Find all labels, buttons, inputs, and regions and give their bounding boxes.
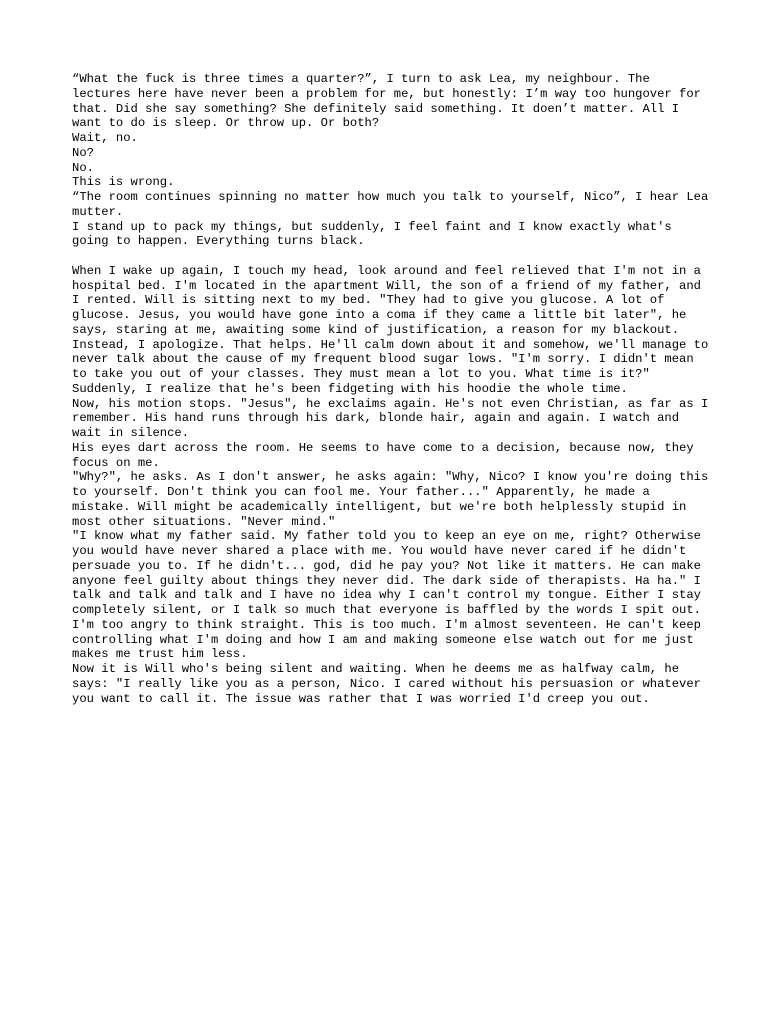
paragraph-father-said: "I know what my father said. My father told you to keep an eye on me, right? Otherwise you would have never shared a place with me. You would have never cared if he didn't persuade you to. If he didn't... god, did he pay you? Not like it matters. He can make anyone feel guilty about things they never did. The dark side of therapists. Ha ha." I talk and talk and talk and I have no idea why I can't control my tongue. Either I stay completely silent, or I talk so much that everyone is baffled by the words I spit out. I'm too angry to think straight. This is too much. I'm almost seventeen. He can't keep controlling what I'm doing and how I am and making someone else watch out for me just makes me trust him less. [72, 529, 701, 662]
paragraph-motion-stops: Now, his motion stops. "Jesus", he exclaims again. He's not even Christian, as far as I remember. His hand runs through his dark, blonde hair, again and again. I watch and wait in silence. [72, 396, 709, 440]
paragraph-lecture: “What the fuck is three times a quarter?”, I turn to ask Lea, my neighbour. The lectures here have never been a problem for me, but honestly: I’m way too hungover for that. Did she say something? She definitely said something. It doen’t matter. All I want to do is sleep. Or throw up. Or both? [72, 72, 701, 131]
paragraph-will-silent: Now it is Will who's being silent and waiting. When he deems me as halfway calm, he says: "I really like you as a person, Nico. I cared without his persuasion or whatever you want to call it. The issue was rather that I was worried I'd creep you out. [72, 662, 701, 706]
paragraph-eyes-dart: His eyes dart across the room. He seems to have come to a decision, because now, they focus on me. [72, 440, 694, 470]
paragraph-wait: Wait, no. [72, 131, 138, 145]
paragraph-wake-up: When I wake up again, I touch my head, look around and feel relieved that I'm not in a hospital bed. I'm located in the apartment Will, the son of a friend of my father, and I rented. Will is sitting next to my bed. "They had to give you glucose. A lot of glucose. Jesus, you would have gone into a coma if they came a little bit later", he says, staring at me, awaiting some kind of justification, a reason for my blackout. Instead, I apologize. That helps. He'll calm down about it and somehow, we'll manage to never talk about the cause of my frequent blood sugar lows. "I'm sorry. I didn't mean to take you out of your classes. They must mean a lot to you. What time is it?" Suddenly, I realize that he's been fidgeting with his hoodie the whole time. [72, 263, 709, 396]
section-break [72, 249, 712, 264]
paragraph-wrong: This is wrong. [72, 175, 175, 190]
paragraph-turns-black: I stand up to pack my things, but suddenly, I feel faint and I know exactly what's going to happen. Everything turns black. [72, 219, 672, 249]
paragraph-room-spinning: “The room continues spinning no matter how much you talk to yourself, Nico”, I hear Lea mutter. [72, 190, 709, 219]
paragraph-why: "Why?", he asks. As I don't answer, he asks again: "Why, Nico? I know you're doing this to yourself. Don't think you can fool me. Your father..." Apparently, he made a mistake. Will might be academically intelligent, but we're both helplessly stupid in most other situations. "Never mind." [72, 470, 709, 529]
paragraph-no-question: No? [72, 145, 94, 160]
paragraph-no: No. [72, 160, 94, 175]
document-page [72, 72, 712, 706]
